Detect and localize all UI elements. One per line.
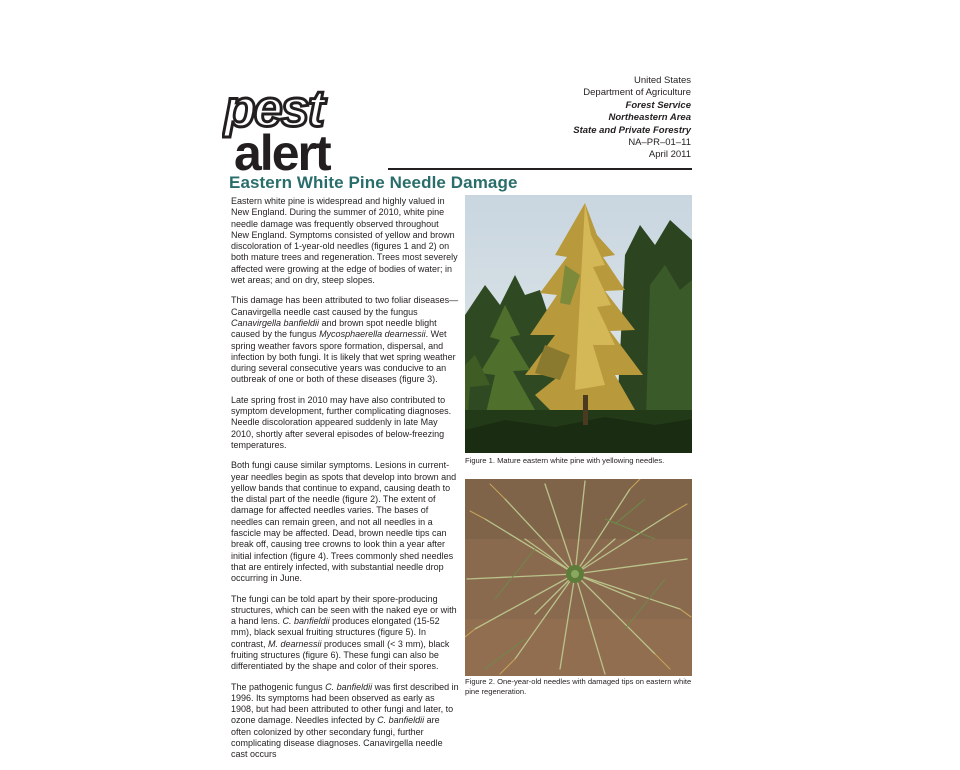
paragraph [231,594,459,673]
figure-2-photo [465,479,692,676]
text-run: are often colonized by other secondary fungi, further complicating disease diagnoses. Canavirgella needle cast occurs [231,715,443,760]
paragraph [231,196,459,286]
logo-word-alert: alert [234,125,330,174]
text-run: . Wet spring weather favors spore formation, dispersal, and infection by both fungi. It is likely that wet spring weather during several consecutive years was conducive to an outbreak of one or both of these diseases (figure 3). [231,329,456,385]
species-name: C. banfieldii [325,681,373,692]
agency-line-department: Department of Agriculture [583,87,691,99]
species-name: C. banfieldii [377,715,425,726]
text-run: produces elongated (15-52 mm), black sexual fruiting structures (figure 5). In contrast, [231,616,440,649]
text-run: Eastern white pine is widespread and highly valued in New England. During the summer of 2010, white pine needle damage was frequently observed throughout New England. Symptoms consisted of yellow and brown discoloration of 1-year-old needles (figures 1 and 2) on both mature trees and regeneration. Trees most severely affected were growing at the edge of bodies of water; in wet areas; and on dry, steep slopes. [231,196,458,286]
text-run: and brown spot needle blight caused by the fungus [231,317,437,340]
page-title: Eastern White Pine Needle Damage [229,173,518,192]
species-name: M. dearnessii [268,638,322,649]
pest-alert-logo [222,82,392,174]
text-run: The pathogenic fungus [231,681,326,692]
species-name: Mycosphaerella dearnessii [319,329,426,340]
body-text-column [231,196,459,770]
paragraph [231,395,459,451]
paragraph [231,295,459,385]
paragraph [231,460,459,584]
agency-line-forestry: State and Private Forestry [573,124,691,136]
figure-2-caption: Figure 2. One-year-old needles with damaged tips on eastern white pine regeneration. [465,677,692,696]
species-name: Canavirgella banfieldii [231,317,320,328]
text-run: Late spring frost in 2010 may have also contributed to symptom development, further complicating diagnoses. Needle discoloration appeared suddenly in late May 2010, shortly after several episodes of below-freezing temperatures. [231,394,452,450]
logo-word-pest: pest [224,82,323,138]
text-run: This damage has been attributed to two foliar diseases—Canavirgella needle cast caused by the fungus [231,295,459,317]
paragraph [231,682,459,761]
agency-line-report-number: NA–PR–01–11 [628,137,691,149]
agency-line-date: April 2011 [648,149,691,161]
text-run: produces small (< 3 mm), black fruiting structures (figure 6). These fungi can also be differentiated by the shape and color of their spores. [231,638,450,672]
figure-1-caption: Figure 1. Mature eastern white pine with yellowing needles. [465,456,665,465]
figure-1-photo [465,195,692,453]
text-run: Both fungi cause similar symptoms. Lesions in current-year needles begin as spots that develop into brown and yellow bands that continue to expand, causing death to the distal part of the needle (figure 2). The extent of damage for affected needles varies. The bases of needles can remain green, and not all needles in a fascicle may be affected. Dead, brown needle tips can break off, causing tree crowns to look thin a year after initial infection (figure 4). Trees commonly shed needles that are entirely infected, with substantial needle drop occurring in June. [231,460,457,584]
agency-line-area: Northeastern Area [608,112,691,124]
agency-block [573,75,691,162]
species-name: C. banfieldii [282,616,330,627]
agency-line-country: United States [633,75,691,86]
masthead-rule [388,168,692,170]
agency-line-service: Forest Service [625,99,691,111]
text-run: was first described in 1996. Its symptoms had been observed as early as 1908, but had been attributed to other fungi and later, to ozone damage. Needles infected by [231,681,459,726]
text-run: The fungi can be told apart by their spore-producing structures, which can be seen with the naked eye or with a hand lens. [231,593,457,627]
